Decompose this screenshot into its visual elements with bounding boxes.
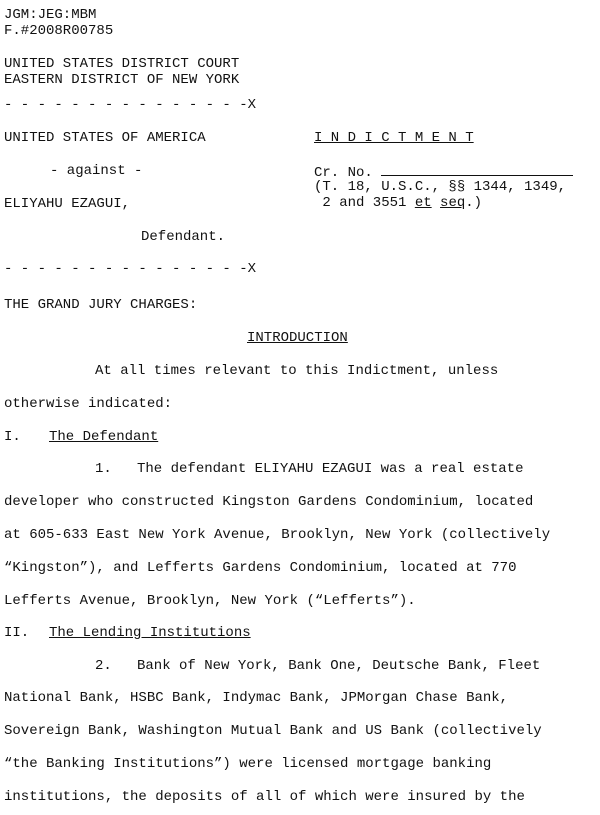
caption-divider-bottom: - - - - - - - - - - - - - - -X	[4, 261, 257, 277]
attorney-initials: JGM:JEG:MBM	[4, 7, 97, 23]
intro-line-2: otherwise indicated:	[4, 396, 173, 412]
paragraph-1-line-5: Lefferts Avenue, Brooklyn, New York (“Lefferts”).	[4, 593, 416, 609]
plaintiff-name: UNITED STATES OF AMERICA	[4, 130, 206, 146]
paragraph-2-line-1: 2. Bank of New York, Bank One, Deutsche Bank, Fleet	[95, 658, 541, 674]
versus-label: - against -	[50, 163, 143, 179]
intro-line-1: At all times relevant to this Indictment, unless	[95, 363, 499, 379]
introduction-heading: INTRODUCTION	[247, 330, 348, 346]
document-type-title: I N D I C T M E N T	[314, 130, 474, 146]
grand-jury-charges: THE GRAND JURY CHARGES:	[4, 297, 198, 313]
statute-close: .)	[465, 195, 483, 211]
section-2-number: II.	[4, 625, 30, 641]
paragraph-1-line-4: “Kingston”), and Lefferts Gardens Condominium, located at 770	[4, 560, 517, 576]
case-number-label: Cr. No.	[314, 165, 373, 181]
paragraph-2-line-5: institutions, the deposits of all of which were insured by the	[4, 789, 525, 805]
section-2-title: The Lending Institutions	[49, 625, 251, 641]
defendant-name: ELIYAHU EZAGUI,	[4, 196, 131, 212]
statute-line1: (T. 18, U.S.C., §§ 1344, 1349,	[314, 179, 567, 195]
caption-divider-top: - - - - - - - - - - - - - - -X	[4, 97, 257, 113]
statute-et: et	[414, 195, 432, 211]
case-number-blank	[381, 163, 573, 176]
court-name-line1: UNITED STATES DISTRICT COURT	[4, 56, 240, 72]
section-1-title: The Defendant	[49, 429, 159, 445]
paragraph-1-line-3: at 605-633 East New York Avenue, Brooklyn, New York (collectively	[4, 527, 551, 543]
statute-seq: seq	[440, 195, 466, 211]
court-name-line2: EASTERN DISTRICT OF NEW YORK	[4, 72, 240, 88]
paragraph-1-line-2: developer who constructed Kingston Gardens Condominium, located	[4, 494, 534, 510]
paragraph-2-line-3: Sovereign Bank, Washington Mutual Bank and US Bank (collectively	[4, 723, 542, 739]
section-1-number: I.	[4, 429, 21, 445]
paragraph-2-line-4: “the Banking Institutions”) were licensed mortgage banking	[4, 756, 492, 772]
statute-line2	[314, 195, 482, 211]
file-number: F.#2008R00785	[4, 23, 114, 39]
statute-space	[432, 195, 440, 211]
defendant-label: Defendant.	[141, 229, 226, 245]
paragraph-1-line-1: 1. The defendant ELIYAHU EZAGUI was a real estate	[95, 461, 524, 477]
paragraph-2-line-2: National Bank, HSBC Bank, Indymac Bank, JPMorgan Chase Bank,	[4, 690, 509, 706]
statute-text-a: 2 and 3551	[314, 195, 415, 211]
